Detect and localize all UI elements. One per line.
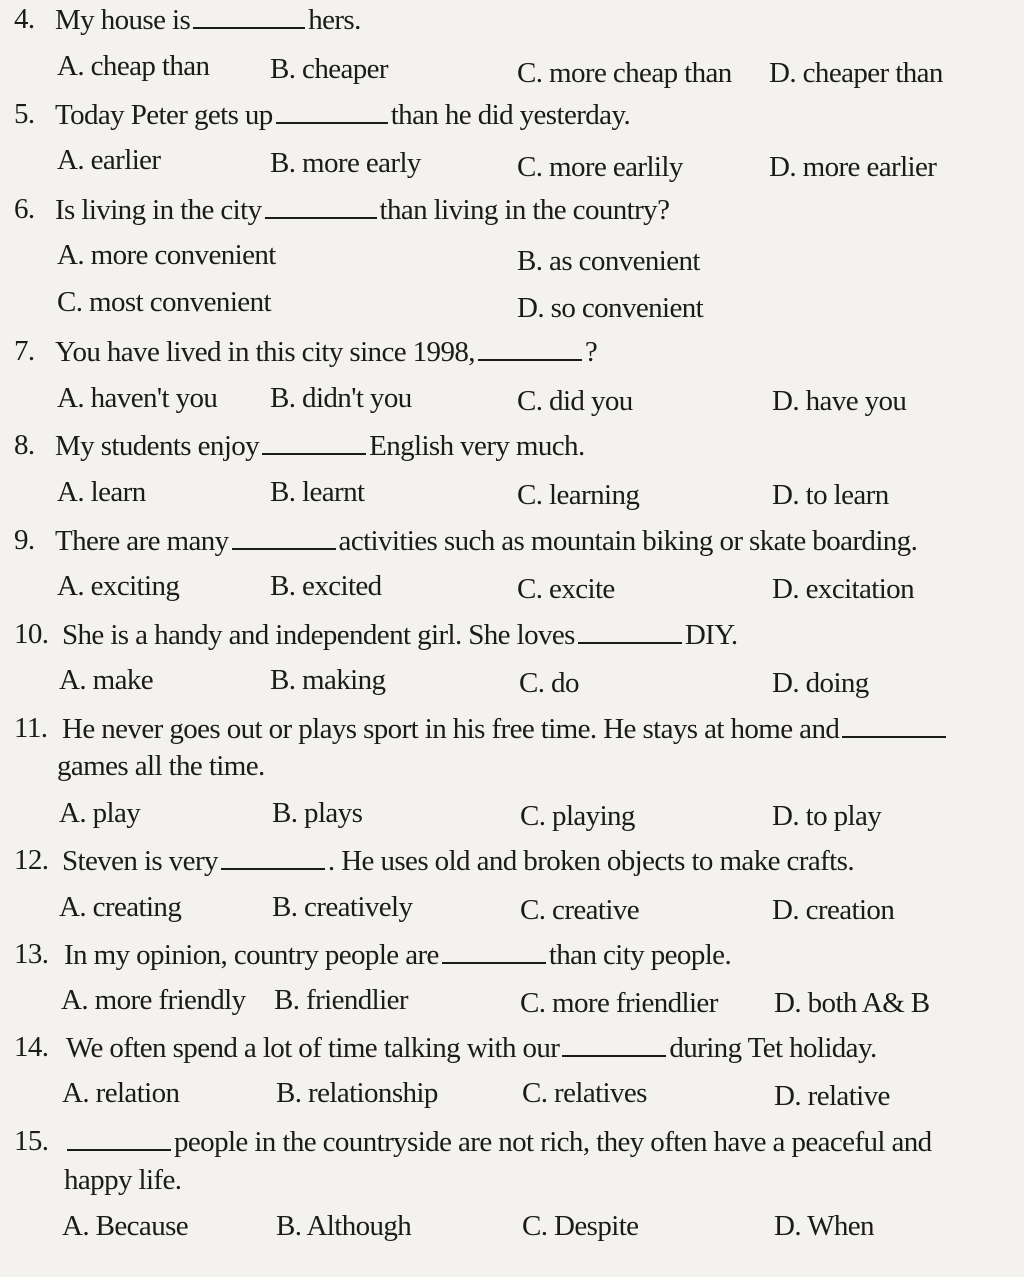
stem-continuation: happy life. (64, 1164, 182, 1196)
option-a[interactable]: A. relation (62, 1077, 180, 1109)
answer-blank[interactable] (578, 620, 682, 644)
question-stem (64, 1127, 932, 1157)
option-b[interactable]: B. excited (270, 570, 382, 602)
question-number: 11. (14, 712, 48, 744)
stem-after: than city people. (548, 939, 732, 971)
option-d[interactable]: D. more earlier (769, 151, 937, 183)
question-stem (55, 100, 630, 130)
option-c[interactable]: C. more friendlier (520, 987, 718, 1019)
stem-after: English very much. (369, 430, 585, 462)
question-stem (62, 620, 737, 650)
option-c[interactable]: C. excite (517, 573, 615, 605)
stem-after: DIY. (684, 619, 738, 651)
question-number: 12. (14, 844, 49, 876)
question-number: 6. (14, 193, 35, 225)
option-d[interactable]: D. cheaper than (769, 57, 943, 89)
option-d[interactable]: D. to play (772, 800, 882, 832)
option-a[interactable]: A. exciting (57, 570, 180, 602)
question-number: 10. (14, 618, 49, 650)
question-stem (64, 940, 731, 970)
stem-before: We often spend a lot of time talking with our (66, 1032, 560, 1064)
stem-after: than he did yesterday. (390, 99, 631, 131)
option-c[interactable]: C. do (519, 667, 579, 699)
question-stem (55, 526, 917, 556)
question-stem (62, 846, 854, 876)
option-b[interactable]: B. learnt (270, 476, 365, 508)
stem-after: during Tet holiday. (669, 1032, 877, 1064)
question-number: 9. (14, 524, 35, 556)
option-c[interactable]: C. did you (517, 385, 633, 417)
stem-after: activities such as mountain biking or skate boarding. (338, 525, 918, 557)
question-stem (55, 195, 669, 225)
stem-before: In my opinion, country people are (64, 939, 439, 971)
option-a[interactable]: A. learn (57, 476, 146, 508)
question-number: 15. (14, 1125, 49, 1157)
option-c[interactable]: C. more earlily (517, 151, 683, 183)
answer-blank[interactable] (442, 940, 546, 964)
question-stem (55, 5, 361, 35)
option-a[interactable]: A. play (59, 797, 141, 829)
question-number: 5. (14, 98, 35, 130)
stem-before: He never goes out or plays sport in his free time. He stays at home and (62, 713, 840, 745)
option-c[interactable]: C. creative (520, 894, 640, 926)
option-a[interactable]: A. make (59, 664, 154, 696)
option-b[interactable]: B. more early (270, 147, 421, 179)
question-number: 8. (14, 429, 35, 461)
option-d[interactable]: D. have you (772, 385, 907, 417)
option-b[interactable]: B. relationship (276, 1077, 438, 1109)
option-c[interactable]: C. playing (520, 800, 635, 832)
option-d[interactable]: D. creation (772, 894, 895, 926)
answer-blank[interactable] (232, 526, 336, 550)
stem-before: There are many (55, 525, 229, 557)
option-b[interactable]: B. didn't you (270, 382, 412, 414)
option-b[interactable]: B. creatively (272, 891, 413, 923)
question-stem (66, 1033, 877, 1063)
question-number: 7. (14, 335, 35, 367)
option-c[interactable]: C. most convenient (57, 286, 271, 318)
question-number: 4. (14, 3, 35, 35)
stem-after: ? (584, 336, 598, 368)
option-b[interactable]: B. as convenient (517, 245, 700, 277)
option-c[interactable]: C. more cheap than (517, 57, 732, 89)
stem-before: My house is (55, 4, 191, 36)
answer-blank[interactable] (562, 1033, 666, 1057)
stem-after: hers. (308, 4, 361, 36)
question-number: 13. (14, 938, 49, 970)
stem-after: people in the countryside are not rich, they often have a peaceful and (174, 1126, 932, 1158)
answer-blank[interactable] (193, 5, 305, 29)
stem-after: than living in the country? (379, 194, 670, 226)
stem-before: You have lived in this city since 1998, (55, 336, 475, 368)
option-a[interactable]: A. Because (62, 1210, 189, 1242)
stem-after: . He uses old and broken objects to make crafts. (327, 845, 854, 877)
option-a[interactable]: A. cheap than (57, 50, 210, 82)
option-c[interactable]: C. Despite (522, 1210, 639, 1242)
answer-blank[interactable] (262, 431, 366, 455)
option-d[interactable]: D. excitation (772, 573, 914, 605)
option-a[interactable]: A. earlier (57, 144, 161, 176)
question-stem (55, 431, 585, 461)
stem-before: Today Peter gets up (55, 99, 273, 131)
option-b[interactable]: B. making (270, 664, 386, 696)
option-a[interactable]: A. more convenient (57, 239, 276, 271)
stem-before: Steven is very (62, 845, 218, 877)
option-c[interactable]: C. relatives (522, 1077, 647, 1109)
option-b[interactable]: B. Although (276, 1210, 412, 1242)
option-d[interactable]: D. both A& B (774, 987, 930, 1019)
option-c[interactable]: C. learning (517, 479, 640, 511)
answer-blank[interactable] (276, 100, 388, 124)
stem-before: My students enjoy (55, 430, 260, 462)
answer-blank[interactable] (67, 1127, 171, 1151)
answer-blank[interactable] (842, 714, 946, 738)
answer-blank[interactable] (221, 846, 325, 870)
stem-continuation: games all the time. (57, 750, 265, 782)
question-number: 14. (14, 1031, 49, 1063)
answer-blank[interactable] (478, 337, 582, 361)
stem-before: She is a handy and independent girl. She loves (62, 619, 575, 651)
question-stem (62, 714, 949, 744)
option-a[interactable]: A. creating (59, 891, 182, 923)
stem-before: Is living in the city (55, 194, 262, 226)
option-b[interactable]: B. friendlier (274, 984, 408, 1016)
option-a[interactable]: A. haven't you (57, 382, 218, 414)
option-d[interactable]: D. relative (774, 1080, 890, 1112)
option-d[interactable]: D. When (774, 1210, 874, 1242)
option-a[interactable]: A. more friendly (61, 984, 246, 1016)
option-b[interactable]: B. cheaper (270, 53, 388, 85)
question-stem (55, 337, 597, 367)
option-d[interactable]: D. doing (772, 667, 869, 699)
option-d[interactable]: D. so convenient (517, 292, 704, 324)
option-b[interactable]: B. plays (272, 797, 363, 829)
answer-blank[interactable] (265, 195, 377, 219)
option-d[interactable]: D. to learn (772, 479, 889, 511)
